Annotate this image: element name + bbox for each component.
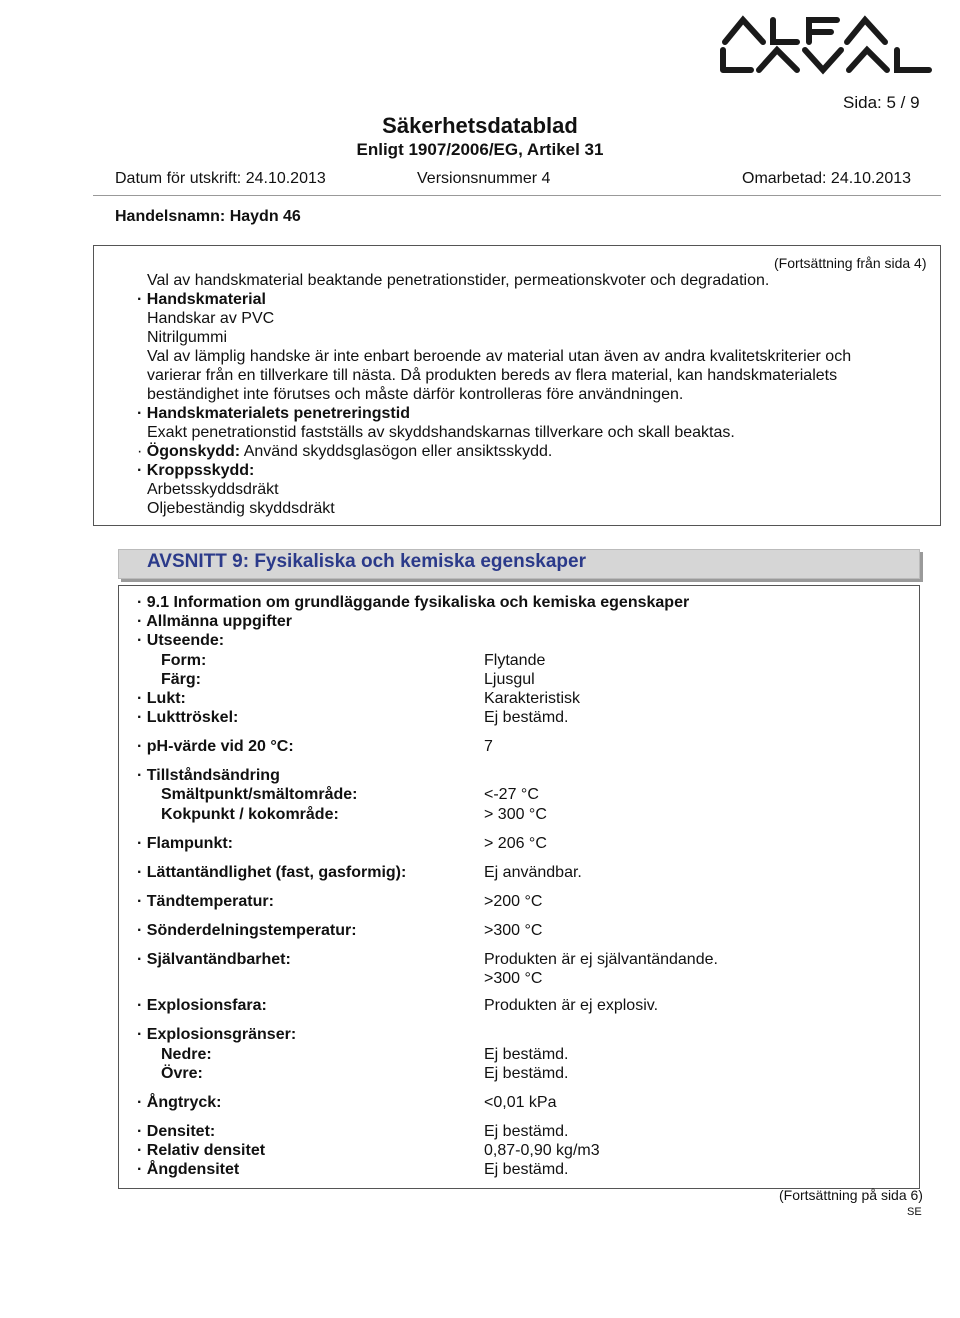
property-value: 7	[484, 738, 493, 755]
property-label: · Självantändbarhet:	[137, 951, 291, 968]
glove-choice-line-1: Val av lämplig handske är inte enbart beroende av material utan även av andra kvalitetskriterier och	[147, 348, 852, 365]
property-value: Ljusgul	[484, 671, 535, 688]
property-label: Smältpunkt/smältområde:	[161, 786, 358, 803]
property-label: Kokpunkt / kokområde:	[161, 806, 339, 823]
document-subtitle: Enligt 1907/2006/EG, Artikel 31	[356, 140, 604, 159]
property-value: Produkten är ej explosiv.	[484, 997, 659, 1014]
general-info: · Allmänna uppgifter	[137, 613, 292, 630]
body-protection-2: Oljebeständig skyddsdräkt	[147, 500, 335, 517]
continued-on: (Fortsättning på sida 6)	[779, 1187, 923, 1203]
property-label: · Sönderdelningstemperatur:	[137, 922, 357, 939]
print-date: Datum för utskrift: 24.10.2013	[115, 170, 326, 187]
property-value: >300 °C	[484, 922, 543, 939]
property-label: · Ångdensitet	[137, 1161, 240, 1178]
glove-selection-text: Val av handskmaterial beaktande penetrationstider, permeationskvoter och degradation.	[147, 272, 770, 289]
trade-name: Handelsnamn: Haydn 46	[115, 208, 301, 225]
alfa-laval-logo	[715, 8, 945, 78]
document-title: Säkerhetsdatablad	[382, 113, 578, 138]
glove-choice-line-2: varierar från en tillverkare till nästa. Då produkten bereds av flera material, kan handskmaterialets	[147, 367, 838, 384]
property-label: Övre:	[161, 1065, 203, 1082]
property-label: · Explosionsgränser:	[137, 1026, 297, 1043]
property-label: · Flampunkt:	[137, 835, 233, 852]
property-label: Nedre:	[161, 1046, 212, 1063]
property-label: Färg:	[161, 671, 201, 688]
continued-from: (Fortsättning från sida 4)	[774, 255, 927, 271]
eye-protection: · Ögonskydd: Använd skyddsglasögon eller ansiktsskydd.	[137, 443, 553, 460]
property-value: Ej bestämd.	[484, 709, 569, 726]
property-value: Produkten är ej självantändande.	[484, 951, 718, 968]
penetration-text: Exakt penetrationstid fastställs av skyddshandskarnas tillverkare och skall beaktas.	[147, 424, 735, 441]
section-9-title: AVSNITT 9: Fysikaliska och kemiska egenskaper	[147, 551, 586, 572]
property-value: Karakteristisk	[484, 690, 581, 707]
property-value: >200 °C	[484, 893, 543, 910]
page-number: Sida: 5 / 9	[843, 93, 920, 112]
property-value: <0,01 kPa	[484, 1094, 557, 1111]
property-label: Form:	[161, 652, 207, 669]
property-label: · Ångtryck:	[137, 1094, 222, 1111]
revised-date: Omarbetad: 24.10.2013	[742, 170, 912, 187]
penetration-label: · Handskmaterialets penetreringstid	[137, 405, 410, 422]
property-value: 0,87-0,90 kg/m3	[484, 1142, 600, 1159]
header-divider	[93, 195, 941, 196]
property-label: · Tändtemperatur:	[137, 893, 274, 910]
body-protection-label: · Kroppsskydd:	[137, 462, 255, 479]
property-value: <-27 °C	[484, 786, 539, 803]
property-value: > 300 °C	[484, 806, 547, 823]
nitrile-rubber: Nitrilgummi	[147, 329, 227, 346]
property-label: · Densitet:	[137, 1123, 216, 1140]
property-value: >300 °C	[484, 970, 543, 987]
property-label: · Tillståndsändring	[137, 767, 280, 784]
property-value: Ej bestämd.	[484, 1065, 569, 1082]
property-label: · Relativ densitet	[137, 1142, 266, 1159]
body-protection-1: Arbetsskyddsdräkt	[147, 481, 279, 498]
glove-choice-line-3: beständighet inte förutses och måste därför kontrolleras före användningen.	[147, 386, 684, 403]
property-value: Ej bestämd.	[484, 1123, 569, 1140]
appearance-label: · Utseende:	[137, 632, 225, 649]
property-label: · pH-värde vid 20 °C:	[137, 738, 294, 755]
property-value: Ej bestämd.	[484, 1046, 569, 1063]
version-number: Versionsnummer 4	[417, 170, 551, 187]
property-value: Ej användbar.	[484, 864, 582, 881]
property-value: > 206 °C	[484, 835, 547, 852]
property-value: Ej bestämd.	[484, 1161, 569, 1178]
property-label: · Explosionsfara:	[137, 997, 267, 1014]
property-label: · Lukttröskel:	[137, 709, 239, 726]
property-label: · Lukt:	[137, 690, 186, 707]
country-code: SE	[907, 1206, 922, 1218]
section-9-1-heading: · 9.1 Information om grundläggande fysikaliska och kemiska egenskaper	[137, 594, 690, 611]
glove-pvc: Handskar av PVC	[147, 310, 275, 327]
property-value: Flytande	[484, 652, 546, 669]
glove-material-label: · Handskmaterial	[137, 291, 266, 308]
property-label: · Lättantändlighet (fast, gasformig):	[137, 864, 407, 881]
